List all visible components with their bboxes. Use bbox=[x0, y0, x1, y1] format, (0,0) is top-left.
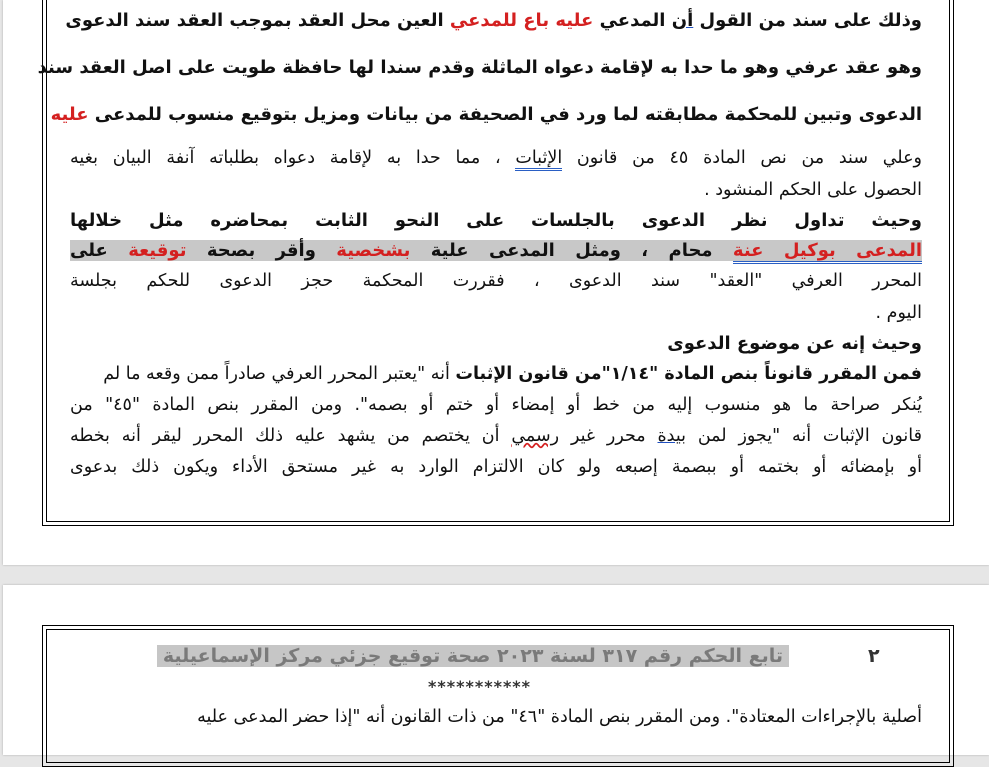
text-segment: وحيث تداول نظر الدعوى بالجلسات على النحو الثابت بمحاضره مثل خلالها bbox=[70, 210, 922, 231]
text-line: أصلية بالإجراءات المعتادة". ومن المقرر بنص المادة "٤٦" من ذات القانون أنه "إذا حضر المدعى عليه bbox=[197, 707, 922, 727]
text-segment: وحيث إنه عن موضوع الدعوى bbox=[667, 333, 922, 354]
text-line-11 bbox=[103, 364, 922, 384]
text-line-5 bbox=[704, 180, 922, 200]
text-segment: العين محل العقد بموجب العقد سند الدعوى bbox=[65, 10, 450, 31]
text-line-3 bbox=[51, 104, 922, 125]
text-segment: قانون الإثبات أنه "يجوز لمن bbox=[686, 426, 923, 446]
text-line-13 bbox=[70, 426, 922, 446]
text-segment: توقيعة bbox=[128, 240, 187, 261]
document-page-2 bbox=[3, 585, 989, 755]
text-segment: المدعى بوكيل عنة bbox=[733, 240, 922, 264]
text-line-2 bbox=[37, 57, 922, 78]
text-segment: وأقر بصحة bbox=[186, 240, 337, 261]
page-number: ٢ bbox=[868, 645, 880, 667]
text-segment: أو بإمضائه أو بختمه أو ببصمة إصبعه ولو كان الالتزام الوارد به غير مستحق الأداء ويكون ذلك بدعوى bbox=[70, 457, 922, 477]
text-segment: المحرر العرفي "العقد" سند الدعوى ، فقررت المحكمة حجز الدعوى للحكم بجلسة bbox=[70, 271, 922, 291]
text-segment: أنه "يعتبر المحرر العرفي صادراً ممن وقعه ما لم bbox=[103, 364, 456, 384]
text-segment: الحصول على الحكم المنشود . bbox=[704, 180, 922, 200]
document-page-1 bbox=[3, 0, 989, 565]
text-segment: رسمي bbox=[511, 426, 560, 446]
text-line-10 bbox=[667, 333, 922, 354]
text-segment: أن bbox=[671, 10, 694, 31]
text-line-12 bbox=[70, 395, 922, 415]
text-segment: باع bbox=[523, 10, 550, 31]
text-segment: محرر غير bbox=[559, 426, 658, 446]
text-line-9 bbox=[876, 303, 922, 323]
text-segment: على bbox=[70, 240, 129, 261]
text-segment: اليوم . bbox=[875, 303, 922, 323]
text-line-1 bbox=[65, 10, 922, 31]
page-header: تابع الحكم رقم ٣١٧ لسنة ٢٠٢٣ صحة توقيع جزئي مركز الإسماعيلية bbox=[157, 645, 789, 667]
text-line-4 bbox=[70, 148, 922, 168]
text-segment: ، مما حدا به لإقامة دعواه بطلباته آنفة البيان بغيه bbox=[70, 148, 516, 168]
text-segment: المدعي bbox=[593, 10, 672, 31]
text-segment: محام ، ومثل المدعى علية bbox=[410, 240, 733, 261]
text-segment: أن يختصم من يشهد عليه ذلك المحرر ليقر أنه بخطه bbox=[70, 426, 512, 446]
text-segment: بيدة bbox=[657, 426, 687, 446]
text-segment: بشخصية bbox=[336, 240, 411, 261]
text-segment: عليه bbox=[50, 104, 89, 125]
text-segment: للمدعي bbox=[449, 10, 517, 31]
text-segment: عليه bbox=[555, 10, 594, 31]
text-segment: فمن المقرر قانوناً بنص المادة "١/١٤"من قانون الإثبات bbox=[455, 364, 922, 384]
text-line-6 bbox=[70, 210, 922, 231]
text-segment: يُنكر صراحة ما هو منسوب إليه من خط أو إمضاء أو ختم أو بصمه". ومن المقرر بنص المادة "٤٥" من bbox=[70, 395, 922, 415]
text-line-8 bbox=[70, 271, 922, 291]
text-segment: الإثبات bbox=[515, 148, 562, 171]
text-segment: الدعوى وتبين للمحكمة مطابقته لما ورد في الصحيفة من بيانات ومزيل بتوقيع منسوب للمدعى bbox=[88, 104, 922, 125]
text-segment: وذلك على سند من القول bbox=[693, 10, 922, 31]
header-separator: *********** bbox=[428, 677, 532, 696]
text-line-14 bbox=[70, 457, 922, 477]
text-segment: وعلي سند من نص المادة ٤٥ من قانون bbox=[562, 148, 922, 168]
text-line-7 bbox=[70, 240, 922, 261]
text-segment: وهو عقد عرفي وهو ما حدا به لإقامة دعواه الماثلة وقدم سندا لها حافظة طويت على اصل العقد سند bbox=[37, 57, 922, 78]
